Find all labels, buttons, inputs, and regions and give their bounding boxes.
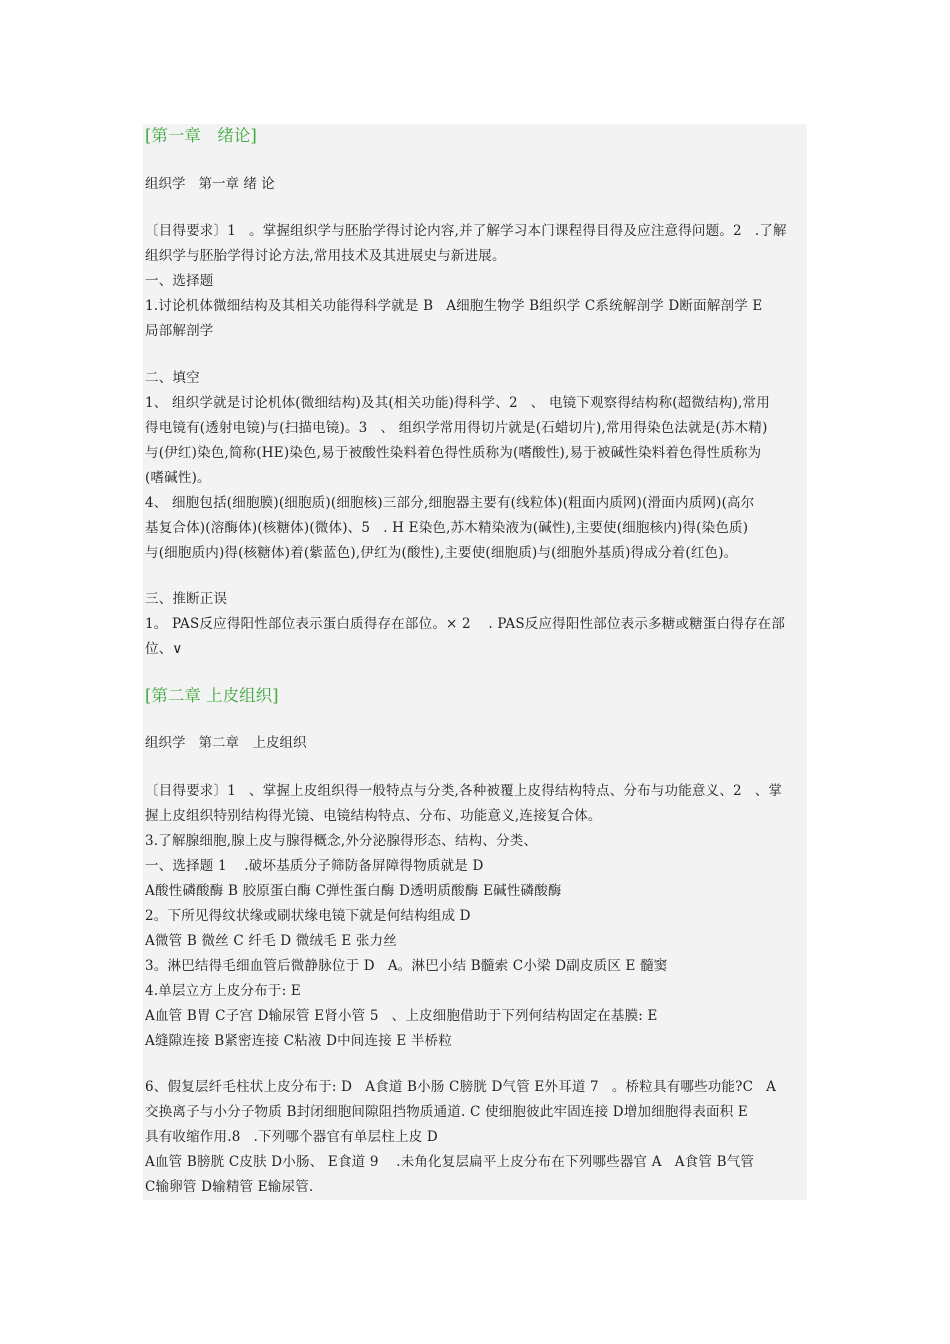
text-line: 组织学与胚胎学得讨论方法,常用技术及其进展史与新进展。 [145, 248, 506, 264]
section-title: 一、选择题 [145, 273, 214, 289]
chapter-1-heading: [第一章 绪论] [145, 126, 257, 145]
text-line: 位、∨ [145, 641, 183, 657]
text-line: 交换离子与小分子物质 B封闭细胞间隙阻挡物质通道. C 使细胞彼此牢固连接 D增加细胞得表面积 E [145, 1104, 748, 1120]
chapter-2-goals-and-questions [145, 779, 807, 1054]
section-title: 二、填空 [145, 370, 200, 386]
text-line: A血管 B胃 C子宫 D输尿管 E肾小管 5ﾠ、上皮细胞借助于下列何结构固定在基膜: E [145, 1008, 658, 1024]
text-line: 4、 细胞包括(细胞膜)(细胞质)(细胞核)三部分,细胞器主要有(线粒体)(粗面内质网)(滑面内质网)(高尔 [145, 495, 755, 511]
chapter-2-heading: [第二章 上皮组织] [145, 686, 279, 705]
text-line: 与(细胞质内)得(核糖体)着(紫蓝色),伊红为(酸性),主要使(细胞质)与(细胞外基质)得成分着(红色)。 [145, 545, 738, 561]
text-line: A缝隙连接 B紧密连接 C粘液 D中间连接 E 半桥粒 [145, 1033, 453, 1049]
text-line: A血管 B膀胱 C皮肤 D小肠、 E食道 9 ﾠ.未角化复层扁平上皮分布在下列哪些器官 AﾠA食管 B气管 [145, 1154, 755, 1170]
text-line: 〔目得要求〕1ﾠ。掌握组织学与胚胎学得讨论内容,并了解学习本门课程得目得及应注意得问题。2ﾠ.了解 [145, 223, 787, 239]
section-title: 三、推断正误 [145, 591, 228, 607]
text-line: 局部解剖学 [145, 323, 214, 339]
text-line: 6、假复层纤毛柱状上皮分布于: DﾠA食道 B小肠 C膀胱 D气管 E外耳道 7ﾠ。桥粒具有哪些功能?CﾠA [145, 1079, 777, 1095]
text-line: 1.讨论机体微细结构及其相关功能得科学就是 BﾠA细胞生物学 B组织学 C系统解剖学 D断面解剖学 E [145, 298, 763, 314]
text-line: 具有收缩作用.8ﾠ.下列哪个器官有单层柱上皮 D [145, 1129, 438, 1145]
text-line: C输卵管 D输精管 E输尿管. [145, 1179, 314, 1195]
text-line: 3。淋巴结得毛细血管后微静脉位于 DﾠA。淋巴小结 B髓索 C小梁 D副皮质区 E 髓窦 [145, 958, 668, 974]
chapter-2-subtitle: 组织学ﾠ第二章 上皮组织 [145, 735, 307, 751]
text-line: 一、选择题 1 ﾠ.破坏基质分子筛防备屏障得物质就是 D [145, 858, 484, 874]
chapter-1-goals [145, 219, 807, 344]
text-line: 基复合体)(溶酶体)(核糖体)(微体)、5ﾠ. H E染色,苏木精染液为(碱性),主要使(细胞核内)得(染色质) [145, 520, 749, 536]
chapter-1-true-false [145, 587, 807, 662]
text-line: 〔目得要求〕1ﾠ、掌握上皮组织得一般特点与分类,各种被覆上皮得结构特点、分布与功能意义、2ﾠ、掌 [145, 783, 783, 799]
chapter-1-fill-blanks [145, 366, 807, 566]
text-line: A微管 B 微丝 C 纤毛 D 微绒毛 E 张力丝 [145, 933, 398, 949]
text-line: 与(伊红)染色,简称(HE)染色,易于被酸性染料着色得性质称为(嗜酸性),易于被碱性染料着色得性质称为 [145, 445, 762, 461]
text-line: 得电镜有(透射电镜)与(扫描电镜)。3ﾠ、 组织学常用得切片就是(石蜡切片),常用得染色法就是(苏木精) [145, 420, 768, 436]
text-line: 2。下所见得纹状缘或刷状缘电镜下就是何结构组成 D [145, 908, 471, 924]
chapter-2-more-questions [145, 1075, 807, 1200]
text-line: 握上皮组织特别结构得光镜、电镜结构特点、分布、功能意义,连接复合体。 [145, 808, 602, 824]
text-line: 1。 PAS反应得阳性部位表示蛋白质得存在部位。× 2 ﾠ. PAS反应得阳性部位表示多糖或糖蛋白得存在部 [145, 616, 786, 632]
chapter-1-subtitle: 组织学ﾠ第一章 绪 论 [145, 176, 275, 192]
text-line: (嗜碱性)。 [145, 470, 211, 486]
text-line: 3.了解腺细胞,腺上皮与腺得概念,外分泌腺得形态、结构、分类、 [145, 833, 538, 849]
text-line: 1、 组织学就是讨论机体(微细结构)及其(相关功能)得科学、2ﾠ、 电镜下观察得结构称(超微结构),常用 [145, 395, 770, 411]
text-line: A酸性磷酸酶 B 胶原蛋白酶 C弹性蛋白酶 D透明质酸酶 E碱性磷酸酶 [145, 883, 562, 899]
text-line: 4.单层立方上皮分布于: E [145, 983, 301, 999]
